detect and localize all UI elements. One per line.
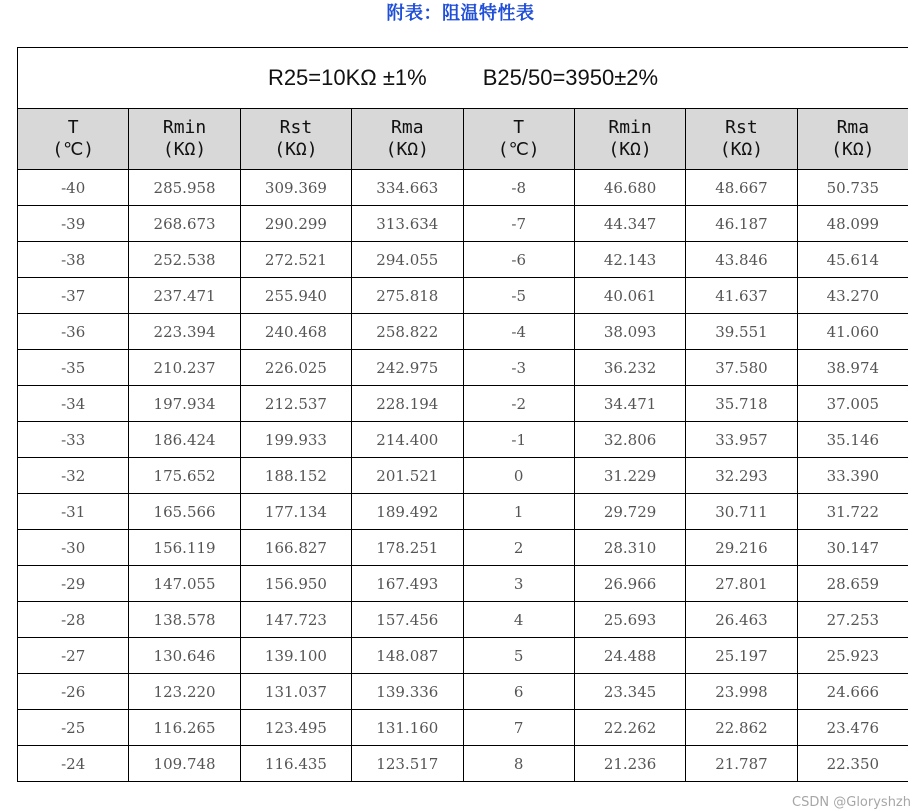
table-cell: 290.299 — [240, 206, 351, 242]
table-cell: 25.197 — [686, 638, 797, 674]
table-cell: 29.729 — [574, 494, 685, 530]
table-cell: 28.310 — [574, 530, 685, 566]
table-cell: 27.253 — [797, 602, 908, 638]
resistance-temperature-table — [17, 47, 908, 782]
table-cell: -7 — [463, 206, 574, 242]
table-cell: 116.435 — [240, 746, 351, 782]
table-cell: -8 — [463, 170, 574, 206]
table-row — [18, 278, 909, 314]
table-row — [18, 494, 909, 530]
table-row — [18, 206, 909, 242]
table-cell: -36 — [18, 314, 129, 350]
table-row — [18, 170, 909, 206]
table-cell: 46.187 — [686, 206, 797, 242]
table-cell: 22.350 — [797, 746, 908, 782]
table-cell: -6 — [463, 242, 574, 278]
table-cell: 22.862 — [686, 710, 797, 746]
table-cell: 138.578 — [129, 602, 240, 638]
table-cell: -5 — [463, 278, 574, 314]
table-cell: 48.099 — [797, 206, 908, 242]
table-cell: -39 — [18, 206, 129, 242]
table-cell: 166.827 — [240, 530, 351, 566]
table-cell: -35 — [18, 350, 129, 386]
table-cell: 228.194 — [352, 386, 463, 422]
table-cell: 131.037 — [240, 674, 351, 710]
table-cell: 25.693 — [574, 602, 685, 638]
column-header: Rmin (KΩ) — [574, 109, 685, 170]
table-cell: 43.270 — [797, 278, 908, 314]
table-cell: 157.456 — [352, 602, 463, 638]
table-cell: 0 — [463, 458, 574, 494]
table-cell: 50.735 — [797, 170, 908, 206]
table-cell: 24.488 — [574, 638, 685, 674]
table-cell: 21.787 — [686, 746, 797, 782]
table-cell: 139.336 — [352, 674, 463, 710]
table-cell: 38.093 — [574, 314, 685, 350]
table-cell: 139.100 — [240, 638, 351, 674]
table-cell: 147.055 — [129, 566, 240, 602]
table-cell: 42.143 — [574, 242, 685, 278]
table-cell: -1 — [463, 422, 574, 458]
table-cell: 285.958 — [129, 170, 240, 206]
table-cell: 35.718 — [686, 386, 797, 422]
column-header: Rma (KΩ) — [352, 109, 463, 170]
table-cell: 156.119 — [129, 530, 240, 566]
table-cell: 212.537 — [240, 386, 351, 422]
table-cell: 1 — [463, 494, 574, 530]
spec-cell — [18, 48, 909, 109]
table-cell: 35.146 — [797, 422, 908, 458]
table-cell: 123.517 — [352, 746, 463, 782]
table-cell: 21.236 — [574, 746, 685, 782]
table-cell: 4 — [463, 602, 574, 638]
table-cell: -34 — [18, 386, 129, 422]
table-cell: 31.722 — [797, 494, 908, 530]
table-row — [18, 566, 909, 602]
table-cell: 31.229 — [574, 458, 685, 494]
table-cell: -38 — [18, 242, 129, 278]
table-cell: 22.262 — [574, 710, 685, 746]
table-cell: 123.220 — [129, 674, 240, 710]
table-cell: 25.923 — [797, 638, 908, 674]
table-cell: 210.237 — [129, 350, 240, 386]
table-cell: 39.551 — [686, 314, 797, 350]
table-cell: 175.652 — [129, 458, 240, 494]
table-cell: 33.957 — [686, 422, 797, 458]
table-cell: 123.495 — [240, 710, 351, 746]
spec-b25: B25/50=3950±2% — [482, 65, 659, 90]
table-cell: -24 — [18, 746, 129, 782]
table-cell: 30.711 — [686, 494, 797, 530]
table-cell: 44.347 — [574, 206, 685, 242]
column-header: T (℃) — [18, 109, 129, 170]
header-row — [18, 109, 909, 170]
table-cell: -27 — [18, 638, 129, 674]
table-cell: 214.400 — [352, 422, 463, 458]
table-cell: 167.493 — [352, 566, 463, 602]
table-cell: 116.265 — [129, 710, 240, 746]
table-cell: 188.152 — [240, 458, 351, 494]
table-cell: 23.998 — [686, 674, 797, 710]
table-cell: -2 — [463, 386, 574, 422]
table-cell: 130.646 — [129, 638, 240, 674]
table-cell: 186.424 — [129, 422, 240, 458]
table-cell: 3 — [463, 566, 574, 602]
table-cell: 177.134 — [240, 494, 351, 530]
table-cell: 8 — [463, 746, 574, 782]
table-row — [18, 422, 909, 458]
table-cell: -30 — [18, 530, 129, 566]
table-cell: -33 — [18, 422, 129, 458]
table-row — [18, 458, 909, 494]
table-cell: 201.521 — [352, 458, 463, 494]
table-cell: 28.659 — [797, 566, 908, 602]
table-cell: 334.663 — [352, 170, 463, 206]
table-cell: 2 — [463, 530, 574, 566]
table-cell: 26.966 — [574, 566, 685, 602]
table-cell: 46.680 — [574, 170, 685, 206]
table-cell: 275.818 — [352, 278, 463, 314]
table-cell: 237.471 — [129, 278, 240, 314]
table-cell: 36.232 — [574, 350, 685, 386]
column-header: Rma (KΩ) — [797, 109, 908, 170]
table-cell: 223.394 — [129, 314, 240, 350]
table-row — [18, 314, 909, 350]
table-cell: -32 — [18, 458, 129, 494]
table-cell: 45.614 — [797, 242, 908, 278]
table-cell: 30.147 — [797, 530, 908, 566]
column-header: Rst (KΩ) — [686, 109, 797, 170]
resistance-temperature-table-container — [17, 47, 908, 811]
table-cell: 40.061 — [574, 278, 685, 314]
table-cell: 255.940 — [240, 278, 351, 314]
table-row — [18, 638, 909, 674]
table-cell: 41.637 — [686, 278, 797, 314]
table-cell: 37.580 — [686, 350, 797, 386]
table-cell: 37.005 — [797, 386, 908, 422]
table-cell: 148.087 — [352, 638, 463, 674]
spec-r25: R25=10KΩ ±1% — [267, 65, 427, 90]
column-header: T (℃) — [463, 109, 574, 170]
table-cell: 32.293 — [686, 458, 797, 494]
table-cell: 34.471 — [574, 386, 685, 422]
table-cell: 178.251 — [352, 530, 463, 566]
table-cell: 109.748 — [129, 746, 240, 782]
table-cell: 24.666 — [797, 674, 908, 710]
table-cell: 5 — [463, 638, 574, 674]
table-cell: 156.950 — [240, 566, 351, 602]
table-cell: -4 — [463, 314, 574, 350]
table-cell: 26.463 — [686, 602, 797, 638]
table-cell: 29.216 — [686, 530, 797, 566]
table-cell: 258.822 — [352, 314, 463, 350]
spec-row — [18, 48, 909, 109]
table-row — [18, 530, 909, 566]
table-cell: 313.634 — [352, 206, 463, 242]
table-cell: -3 — [463, 350, 574, 386]
table-cell: 252.538 — [129, 242, 240, 278]
table-cell: 268.673 — [129, 206, 240, 242]
table-cell: 226.025 — [240, 350, 351, 386]
table-cell: 6 — [463, 674, 574, 710]
table-cell: 147.723 — [240, 602, 351, 638]
table-cell: 38.974 — [797, 350, 908, 386]
table-cell: -37 — [18, 278, 129, 314]
table-row — [18, 674, 909, 710]
table-cell: 131.160 — [352, 710, 463, 746]
table-row — [18, 602, 909, 638]
column-header: Rmin (KΩ) — [129, 109, 240, 170]
table-cell: 272.521 — [240, 242, 351, 278]
table-cell: -26 — [18, 674, 129, 710]
table-cell: 240.468 — [240, 314, 351, 350]
page-title: 附表：阻温特性表 — [386, 3, 535, 24]
table-cell: 7 — [463, 710, 574, 746]
table-cell: 23.345 — [574, 674, 685, 710]
table-cell: -40 — [18, 170, 129, 206]
table-cell: 41.060 — [797, 314, 908, 350]
table-row — [18, 710, 909, 746]
watermark-text: CSDN @Gloryshzh — [792, 795, 911, 810]
table-cell: 242.975 — [352, 350, 463, 386]
table-row — [18, 386, 909, 422]
table-cell: 165.566 — [129, 494, 240, 530]
table-cell: 33.390 — [797, 458, 908, 494]
table-cell: 309.369 — [240, 170, 351, 206]
table-row — [18, 746, 909, 782]
table-cell: 189.492 — [352, 494, 463, 530]
table-row — [18, 350, 909, 386]
table-cell: -25 — [18, 710, 129, 746]
table-cell: 294.055 — [352, 242, 463, 278]
table-cell: -31 — [18, 494, 129, 530]
table-cell: -28 — [18, 602, 129, 638]
table-cell: 199.933 — [240, 422, 351, 458]
table-cell: 23.476 — [797, 710, 908, 746]
column-header: Rst (KΩ) — [240, 109, 351, 170]
table-cell: 27.801 — [686, 566, 797, 602]
table-cell: 32.806 — [574, 422, 685, 458]
table-cell: 197.934 — [129, 386, 240, 422]
table-row — [18, 242, 909, 278]
table-cell: 43.846 — [686, 242, 797, 278]
table-cell: 48.667 — [686, 170, 797, 206]
table-cell: -29 — [18, 566, 129, 602]
